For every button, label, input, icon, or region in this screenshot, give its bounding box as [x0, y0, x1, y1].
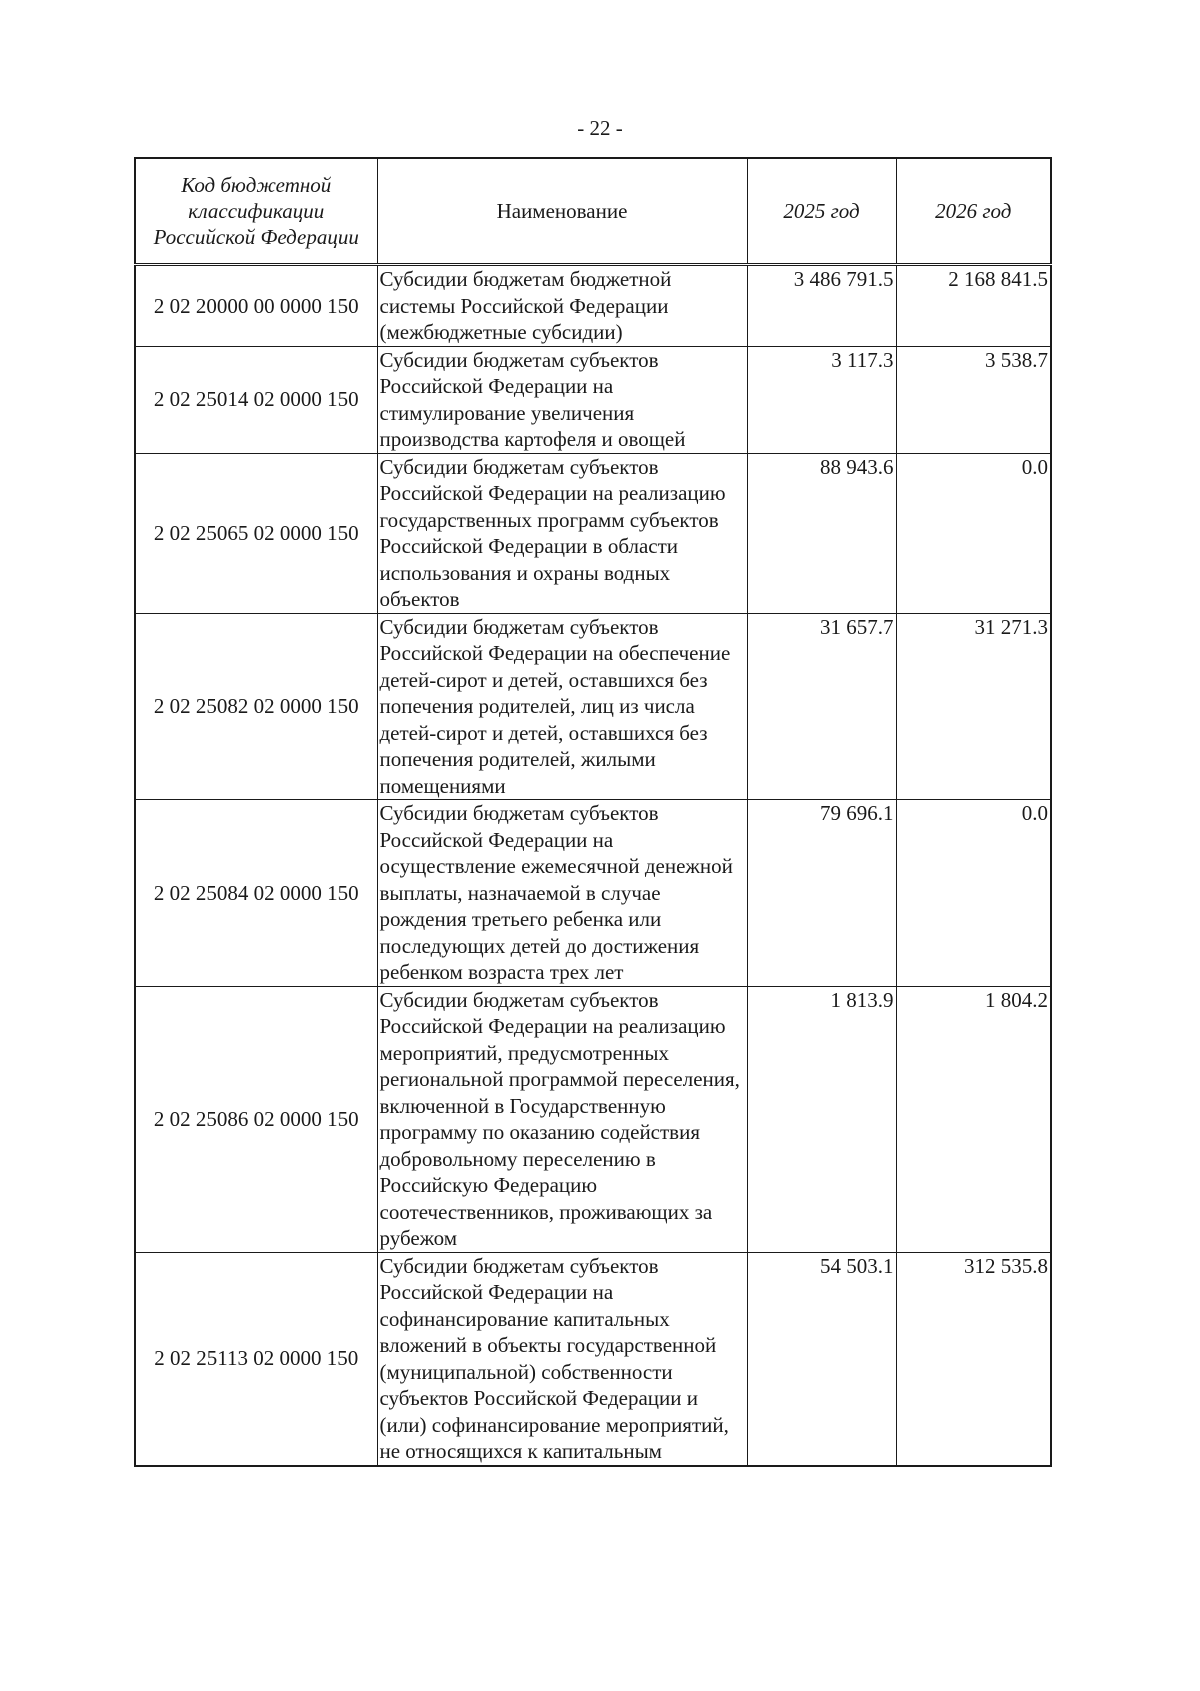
table-row [135, 800, 1051, 987]
row-name: Субсидии бюджетам субъектов Российской Федерации на стимулирование увеличения производства картофеля и овощей [377, 346, 747, 453]
row-value-2025: 3 486 791.5 [747, 265, 896, 347]
row-value-2026: 1 804.2 [896, 986, 1051, 1252]
row-name: Субсидии бюджетам субъектов Российской Федерации на обеспечение детей-сирот и детей, оставшихся без попечения родителей, лиц из числа детей-сирот и детей, оставшихся без попечения родителей, жилыми помещениями [377, 613, 747, 800]
row-code: 2 02 25084 02 0000 150 [135, 800, 377, 987]
row-name: Субсидии бюджетам субъектов Российской Федерации на осуществление ежемесячной денежной выплаты, назначаемой в случае рождения третьего ребенка или последующих детей до достижения ребенком возраста трех лет [377, 800, 747, 987]
row-name: Субсидии бюджетам субъектов Российской Федерации на реализацию государственных программ субъектов Российской Федерации в области использования и охраны водных объектов [377, 453, 747, 613]
row-code: 2 02 20000 00 0000 150 [135, 265, 377, 347]
row-value-2025: 3 117.3 [747, 346, 896, 453]
header-year-2026: 2026 год [896, 158, 1051, 265]
budget-table [134, 157, 1052, 1467]
row-value-2026: 312 535.8 [896, 1252, 1051, 1466]
header-year-2025: 2025 год [747, 158, 896, 265]
row-value-2025: 31 657.7 [747, 613, 896, 800]
page-number: - 22 - [577, 116, 623, 140]
table-row [135, 1252, 1051, 1466]
header-name: Наименование [377, 158, 747, 265]
row-code: 2 02 25086 02 0000 150 [135, 986, 377, 1252]
row-value-2026: 2 168 841.5 [896, 265, 1051, 347]
row-name: Субсидии бюджетам бюджетной системы Российской Федерации (межбюджетные субсидии) [377, 265, 747, 347]
row-name: Субсидии бюджетам субъектов Российской Федерации на софинансирование капитальных вложений в объекты государственной (муниципальной) собственности субъектов Российской Федерации и (или) софинансирование мероприятий, не относящихся к капитальным [377, 1252, 747, 1466]
row-value-2025: 79 696.1 [747, 800, 896, 987]
table-row [135, 986, 1051, 1252]
row-value-2026: 3 538.7 [896, 346, 1051, 453]
table-header-row [135, 158, 1051, 265]
row-value-2025: 54 503.1 [747, 1252, 896, 1466]
header-code: Код бюджетной классификации Российской Федерации [135, 158, 377, 265]
row-value-2025: 1 813.9 [747, 986, 896, 1252]
row-code: 2 02 25014 02 0000 150 [135, 346, 377, 453]
table-row [135, 346, 1051, 453]
row-code: 2 02 25082 02 0000 150 [135, 613, 377, 800]
row-value-2026: 31 271.3 [896, 613, 1051, 800]
row-code: 2 02 25065 02 0000 150 [135, 453, 377, 613]
row-code: 2 02 25113 02 0000 150 [135, 1252, 377, 1466]
row-value-2025: 88 943.6 [747, 453, 896, 613]
table-row [135, 453, 1051, 613]
row-name: Субсидии бюджетам субъектов Российской Федерации на реализацию мероприятий, предусмотренных региональной программой переселения, включенной в Государственную программу по оказанию содействия добровольному переселению в Российскую Федерацию соотечественников, проживающих за рубежом [377, 986, 747, 1252]
row-value-2026: 0.0 [896, 453, 1051, 613]
row-value-2026: 0.0 [896, 800, 1051, 987]
table-row [135, 613, 1051, 800]
table-row [135, 265, 1051, 347]
